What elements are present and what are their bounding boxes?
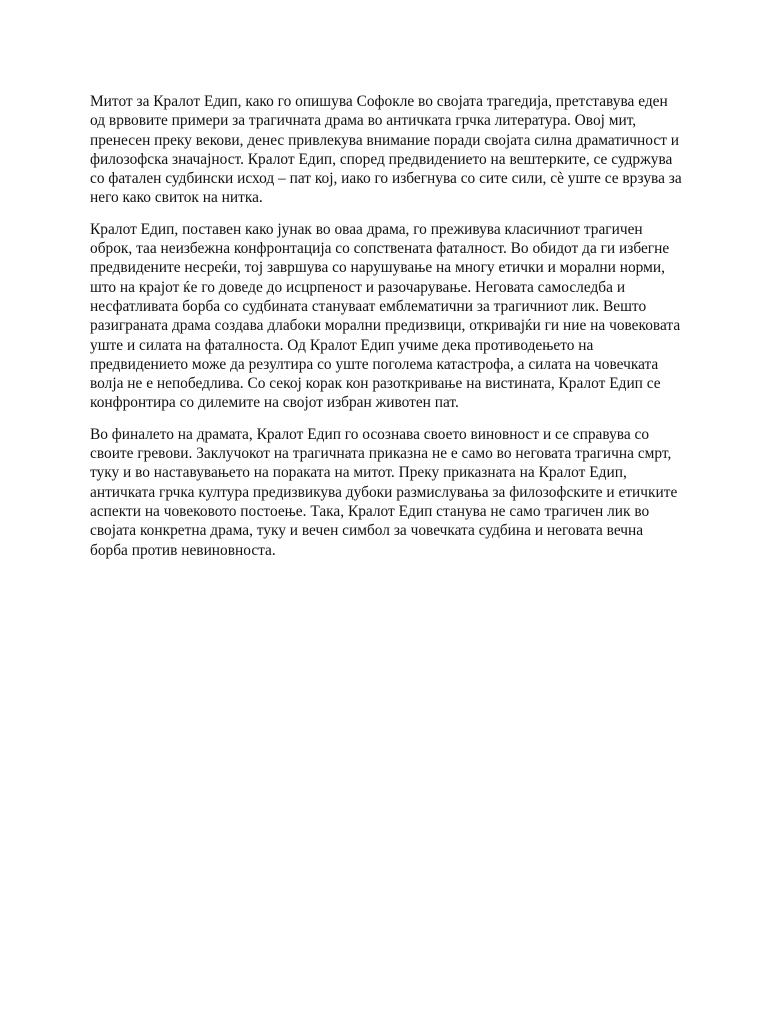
paragraph-2 [90,220,702,413]
paragraph-line: Кралот Едип, поставен како јунак во оваа драма, го преживува класичниот трагичен [90,220,643,238]
paragraph-line: уште и силата на фаталноста. Од Кралот Едип учиме дека противодењето на [90,336,594,354]
paragraph-line: пренесен преку векови, денес привлекува внимание поради својата силна драматичност и [90,131,680,149]
paragraph-line: својата конкретна драма, туку и вечен симбол за човечката судбина и неговата вечна [90,522,644,540]
paragraph-line: предвидението може да резултира со уште поголема катастрофа, а силата на човечката [90,355,659,373]
paragraph-line: аспекти на човековото постоење. Така, Кралот Едип станува не само трагичен лик во [90,502,650,520]
paragraph-line: оброк, таа неизбежна конфронтација со сопствената фаталност. Во обидот да ги избегне [90,240,670,258]
paragraph-line: волја не е непобедлива. Со секој корак кон разоткривање на вистината, Кралот Едип се [90,375,661,393]
paragraph-line: туку и во наставувањето на пораката на митот. Преку приказната на Кралот Едип, [90,464,627,482]
paragraph-line: несфатливата борба со судбината стануваат емблематични за трагичниот лик. Вешто [90,297,647,315]
paragraph-line: конфронтира со дилемите на својот избран животен пат. [90,394,459,412]
paragraph-line: борба против невиновноста. [90,541,276,559]
paragraph-line: Во финалето на драмата, Кралот Едип го осознава своето виновност и се справува со [90,425,650,443]
paragraph-line: предвидените несреќи, тој завршува со нарушување на многу етички и морални норми, [90,259,665,277]
paragraph-line: своите гревови. Заклучокот на трагичната приказна не е само во неговата трагична смрт, [90,445,672,463]
paragraph-line: него како свиток на нитка. [90,189,263,207]
paragraph-3 [90,425,702,560]
paragraph-line: филозофска значајност. Кралот Едип, според предвидението на вештерките, се судржува [90,150,673,168]
paragraph-line: што на крајот ќе го доведе до исцрпеност и разочарување. Неговата самоследба и [90,278,626,296]
paragraph-line: од врвовите примери за трагичната драма во античката грчка литература. Овој мит, [90,112,637,130]
paragraph-line: разиграната драма создава длабоки морални предизвици, откривајќи ги ние на човековата [90,317,681,335]
paragraph-line: Митот за Кралот Едип, како го опишува Софокле во својата трагедија, претставува еден [90,93,668,110]
paragraph-line: со фатален судбински исход – пат кој, иако го избегнува со сите сили, сè уште се врзува за [90,170,682,188]
document-body [90,92,702,572]
paragraph-1 [90,92,702,208]
paragraph-line: античката грчка култура предизвикува дубоки размислувања за филозофските и етичките [90,483,678,501]
